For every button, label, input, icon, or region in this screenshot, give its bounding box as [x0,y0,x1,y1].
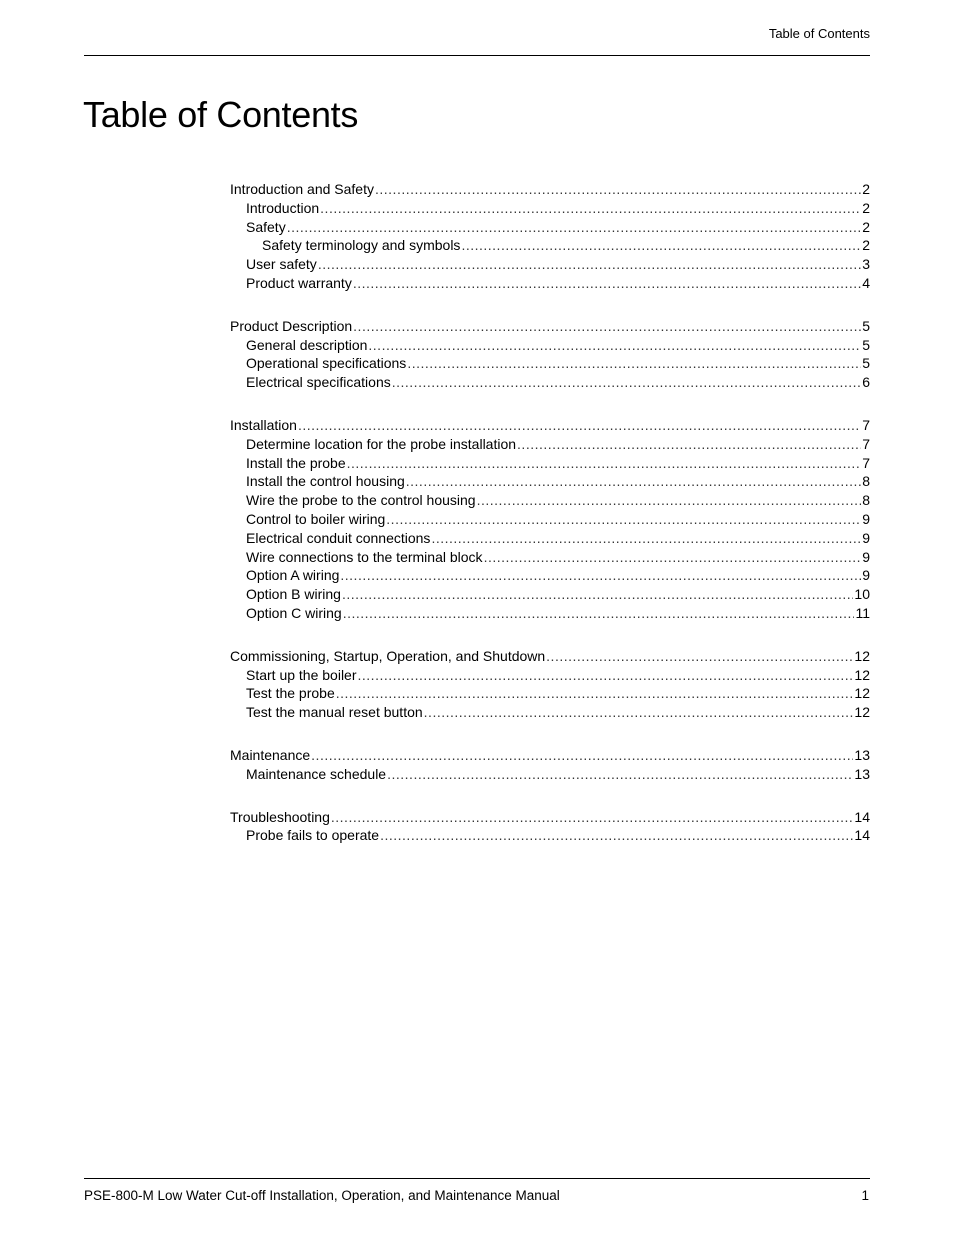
toc-entry-label: Probe fails to operate [246,827,380,844]
toc-page-number: 2 [862,181,870,197]
toc-entry-label: Electrical conduit connections [246,529,431,546]
toc-subsection-link[interactable] [230,566,870,585]
toc-entry-label: Control to boiler wiring [246,510,386,527]
toc-section [230,317,870,392]
toc-chapter-link[interactable] [230,808,870,827]
toc-entry-label: Maintenance schedule [246,765,387,782]
toc-dot-leader [546,647,853,666]
toc-chapter-link[interactable] [230,746,870,765]
toc-subsection-link[interactable] [230,666,870,685]
toc-page-number: 9 [862,567,870,584]
toc-entry-label: Install the probe [246,454,346,471]
toc-entry-label: Installation [230,416,297,433]
toc-entry-label: Maintenance [230,746,311,763]
toc-entry-label: Product Description [230,317,353,334]
toc-page-number: 7 [862,416,870,433]
toc-page-number: 5 [862,336,870,353]
toc-entry-label: User safety [246,256,317,273]
toc-dot-leader [517,435,861,454]
toc-section [230,746,870,784]
toc-entry-label: Test the manual reset button [246,704,423,721]
toc-dot-leader [431,529,861,548]
toc-subsection-link[interactable] [230,236,870,255]
toc-page-number: 10 [854,586,870,603]
toc-dot-leader [347,454,862,473]
toc-dot-leader [387,765,853,784]
running-head: Table of Contents [768,26,870,41]
toc-dot-leader [368,336,861,355]
toc-subsection-link[interactable] [230,218,870,237]
toc-dot-leader [320,199,861,218]
toc-dot-leader [392,373,861,392]
toc-chapter-link[interactable] [230,647,870,666]
toc-entry-label: Safety [246,218,286,235]
toc-dot-leader [386,510,861,529]
toc-subsection-link[interactable] [230,765,870,784]
toc-subsection-link[interactable] [230,435,870,454]
toc-dot-leader [298,416,861,435]
toc-dot-leader [331,808,854,827]
toc-subsection-link[interactable] [230,373,870,392]
toc-entry-label: Start up the boiler [246,666,357,683]
toc-page-number: 11 [855,604,870,621]
toc-section [230,180,870,293]
toc-entry-label: Option B wiring [246,586,341,603]
toc-subsection-link[interactable] [230,199,870,218]
toc-subsection-link[interactable] [230,684,870,703]
toc-subsection-link[interactable] [230,274,870,293]
toc-entry-label: Option C wiring [246,604,342,621]
toc-page-number: 5 [862,317,870,334]
toc-subsection-link[interactable] [230,585,870,604]
toc-subsection-link[interactable] [230,491,870,510]
toc-entry-label: Electrical specifications [246,374,391,391]
toc-dot-leader [407,354,861,373]
toc-entry-label: Introduction and Safety [230,181,374,197]
toc-page-number: 9 [862,510,870,527]
toc-entry-label: Test the probe [246,685,335,702]
toc-dot-leader [318,255,861,274]
toc-page-number: 9 [862,529,870,546]
toc-chapter-link[interactable] [230,317,870,336]
toc-subsection-link[interactable] [230,604,870,623]
toc-dot-leader [380,826,853,845]
toc-dot-leader [358,666,854,685]
toc-dot-leader [484,548,862,567]
toc-subsection-link[interactable] [230,255,870,274]
toc-entry-label: Product warranty [246,274,352,291]
toc-subsection-link[interactable] [230,510,870,529]
toc-page-number: 13 [854,765,870,782]
toc-entry-label: General description [246,336,368,353]
toc-page-number: 9 [862,548,870,565]
toc-subsection-link[interactable] [230,336,870,355]
toc-subsection-link[interactable] [230,703,870,722]
toc-subsection-link[interactable] [230,454,870,473]
toc-entry-label: Install the control housing [246,473,405,490]
toc-entry-label: Operational specifications [246,355,407,372]
toc-page-number: 2 [862,237,870,254]
toc-subsection-link[interactable] [230,354,870,373]
toc-page-number: 4 [862,274,870,291]
toc-dot-leader [477,491,862,510]
toc-page-number: 7 [862,435,870,452]
toc-entry-label: Wire the probe to the control housing [246,492,476,509]
toc-dot-leader [311,746,853,765]
toc-page-number: 3 [862,256,870,273]
table-of-contents [230,180,870,869]
toc-entry-label: Wire connections to the terminal block [246,548,483,565]
toc-page-number: 12 [854,666,870,683]
toc-entry-label: Commissioning, Startup, Operation, and Shutdown [230,647,546,664]
toc-dot-leader [287,218,862,237]
toc-chapter-link[interactable] [230,180,870,199]
toc-entry-label: Determine location for the probe installation [246,435,517,452]
toc-page-number: 8 [862,473,870,490]
toc-section [230,647,870,722]
toc-subsection-link[interactable] [230,548,870,567]
toc-subsection-link[interactable] [230,826,870,845]
toc-dot-leader [340,566,861,585]
footer-document-title: PSE-800-M Low Water Cut-off Installation, Operation, and Maintenance Manual [84,1188,560,1203]
toc-page-number: 6 [862,374,870,391]
toc-subsection-link[interactable] [230,472,870,491]
toc-dot-leader [353,274,861,293]
toc-dot-leader [353,317,861,336]
footer-divider [84,1178,870,1179]
toc-page-number: 14 [854,808,870,825]
toc-section [230,416,870,623]
toc-page-number: 12 [854,704,870,721]
toc-page-number: 2 [862,199,870,216]
toc-page-number: 7 [862,454,870,471]
toc-entry-label: Introduction [246,199,320,216]
toc-chapter-link[interactable] [230,416,870,435]
toc-dot-leader [336,684,854,703]
toc-dot-leader [461,236,861,255]
toc-subsection-link[interactable] [230,529,870,548]
toc-dot-leader [342,585,853,604]
toc-page-number: 13 [854,746,870,763]
toc-entry-label: Safety terminology and symbols [262,237,461,254]
header-divider [84,55,870,56]
footer-page-number: 1 [861,1188,869,1203]
toc-dot-leader [343,604,855,623]
toc-page-number: 12 [854,685,870,702]
toc-page-number: 2 [862,218,870,235]
toc-section [230,808,870,846]
toc-dot-leader [424,703,854,722]
page-title: Table of Contents [83,94,359,135]
toc-entry-label: Option A wiring [246,567,340,584]
toc-dot-leader [406,472,861,491]
toc-entry-label: Troubleshooting [230,808,330,825]
toc-page-number: 5 [862,355,870,372]
toc-dot-leader [375,180,861,199]
toc-page-number: 14 [854,827,870,844]
toc-page-number: 12 [854,647,870,664]
toc-page-number: 8 [862,492,870,509]
